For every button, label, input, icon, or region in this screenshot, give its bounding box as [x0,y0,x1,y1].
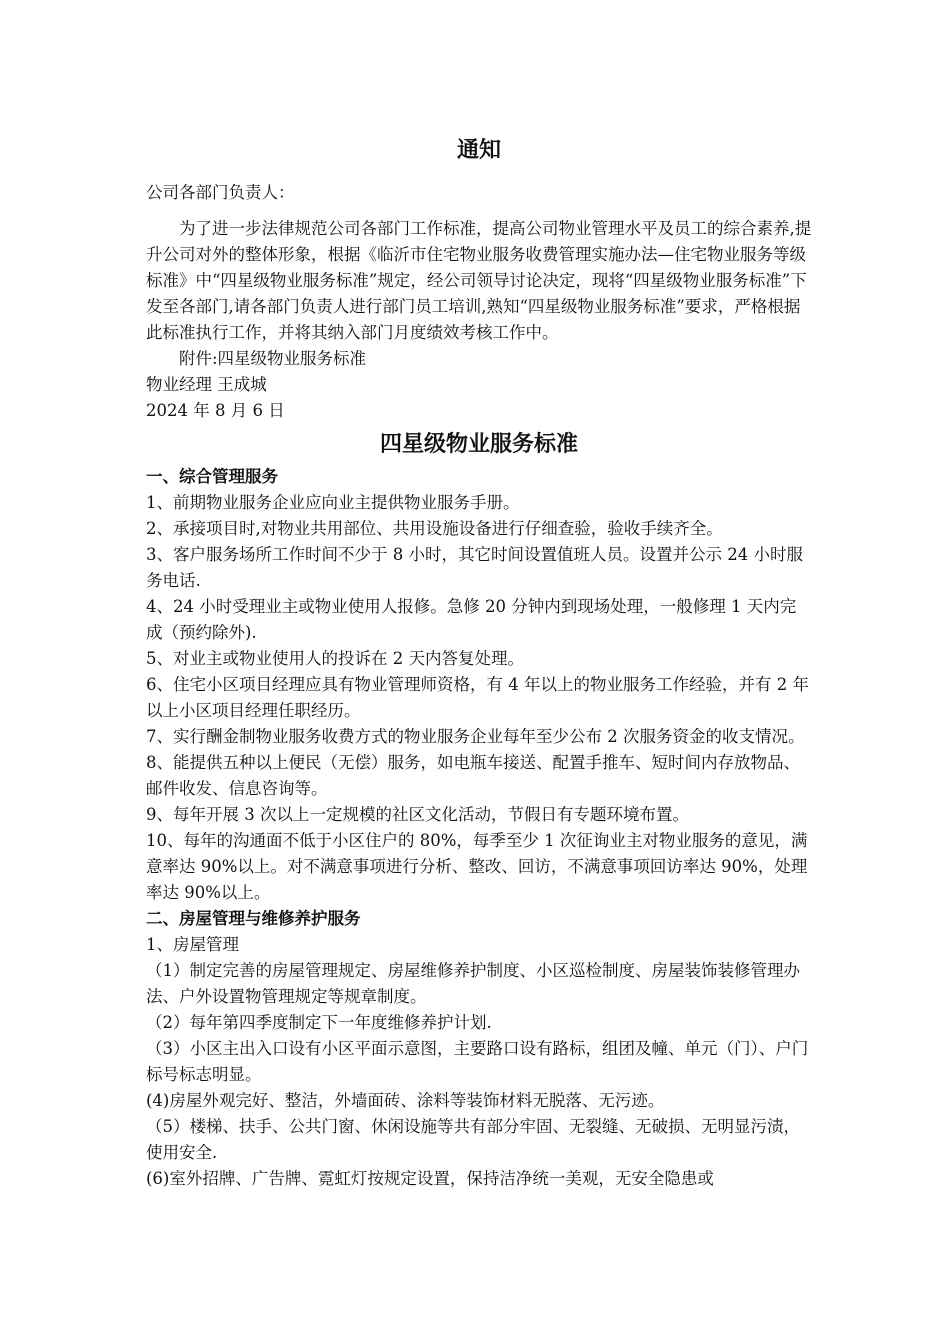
list-item: （5）楼梯、扶手、公共门窗、休闲设施等共有部分牢固、无裂缝、无破损、无明显污渍，使用安全. [146,1117,800,1162]
list-item: 3、客户服务场所工作时间不少于 8 小时，其它时间设置值班人员。设置并公示 24 小时服务电话. [146,545,803,590]
list-item: （1）制定完善的房屋管理规定、房屋维修养护制度、小区巡检制度、房屋装饰装修管理办法、户外设置物管理规定等规章制度。 [146,961,800,1006]
section2-heading: 二、房屋管理与维修养护服务 [146,909,361,928]
notice-body: 为了进一步法律规范公司各部门工作标准，提高公司物业管理水平及员工的综合素养,提升公司对外的整体形象，根据《临沂市住宅物业服务收费管理实施办法—住宅物业服务等级标准》中“四星级物业服务标准”规定，经公司领导讨论决定，现将“四星级物业服务标准”下发至各部门,请各部门负责人进行部门员工培训,熟知“四星级物业服务标准”要求，严格根据此标准执行工作，并将其纳入部门月度绩效考核工作中。 [146,219,812,342]
list-item: 7、实行酬金制物业服务收费方式的物业服务企业每年至少公布 2 次服务资金的收支情况。 [146,727,805,746]
list-item: 9、每年开展 3 次以上一定规模的社区文化活动，节假日有专题环境布置。 [146,805,689,824]
section1-heading: 一、综合管理服务 [146,467,278,486]
list-item: (4)房屋外观完好、整洁，外墙面砖、涂料等装饰材料无脱落、无污迹。 [146,1091,665,1110]
list-item: 6、住宅小区项目经理应具有物业管理师资格，有 4 年以上的物业服务工作经验，并有 2 年以上小区项目经理任职经历。 [146,675,809,720]
section1-list [146,490,812,906]
notice-addressee: 公司各部门负责人： [146,183,295,202]
list-item: 8、能提供五种以上便民（无偿）服务，如电瓶车接送、配置手推车、短时间内存放物品、邮件收发、信息咨询等。 [146,753,800,798]
list-item: 2、承接项目时,对物业共用部位、共用设施设备进行仔细查验，验收手续齐全。 [146,519,723,538]
list-item: 10、每年的沟通面不低于小区住户的 80%，每季至少 1 次征询业主对物业服务的意见，满意率达 90%以上。对不满意事项进行分析、整改、回访，不满意事项回访率达 90%，处理率达 90%以上。 [146,831,808,902]
list-item: （3）小区主出入口设有小区平面示意图，主要路口设有路标，组团及幢、单元（门）、户门标号标志明显。 [146,1039,809,1084]
list-item: (6)室外招牌、广告牌、霓虹灯按规定设置，保持洁净统一美观，无安全隐患或 [146,1169,714,1188]
list-item: 4、24 小时受理业主或物业使用人报修。急修 20 分钟内到现场处理，一般修理 1 天内完成（预约除外). [146,597,797,642]
notice-title: 通知 [456,138,501,163]
document-page [146,128,812,1192]
notice-date: 2024 年 8 月 6 日 [146,401,285,420]
section2-subheading: 1、房屋管理 [146,935,239,954]
list-item: 1、前期物业服务企业应向业主提供物业服务手册。 [146,493,520,512]
notice-attachment: 附件:四星级物业服务标准 [179,349,367,368]
standard-title: 四星级物业服务标准 [379,432,578,457]
list-item: （2）每年第四季度制定下一年度维修养护计划. [146,1013,492,1032]
section2-list [146,958,812,1192]
notice-signer: 物业经理 王成城 [146,375,267,394]
list-item: 5、对业主或物业使用人的投诉在 2 天内答复处理。 [146,649,524,668]
